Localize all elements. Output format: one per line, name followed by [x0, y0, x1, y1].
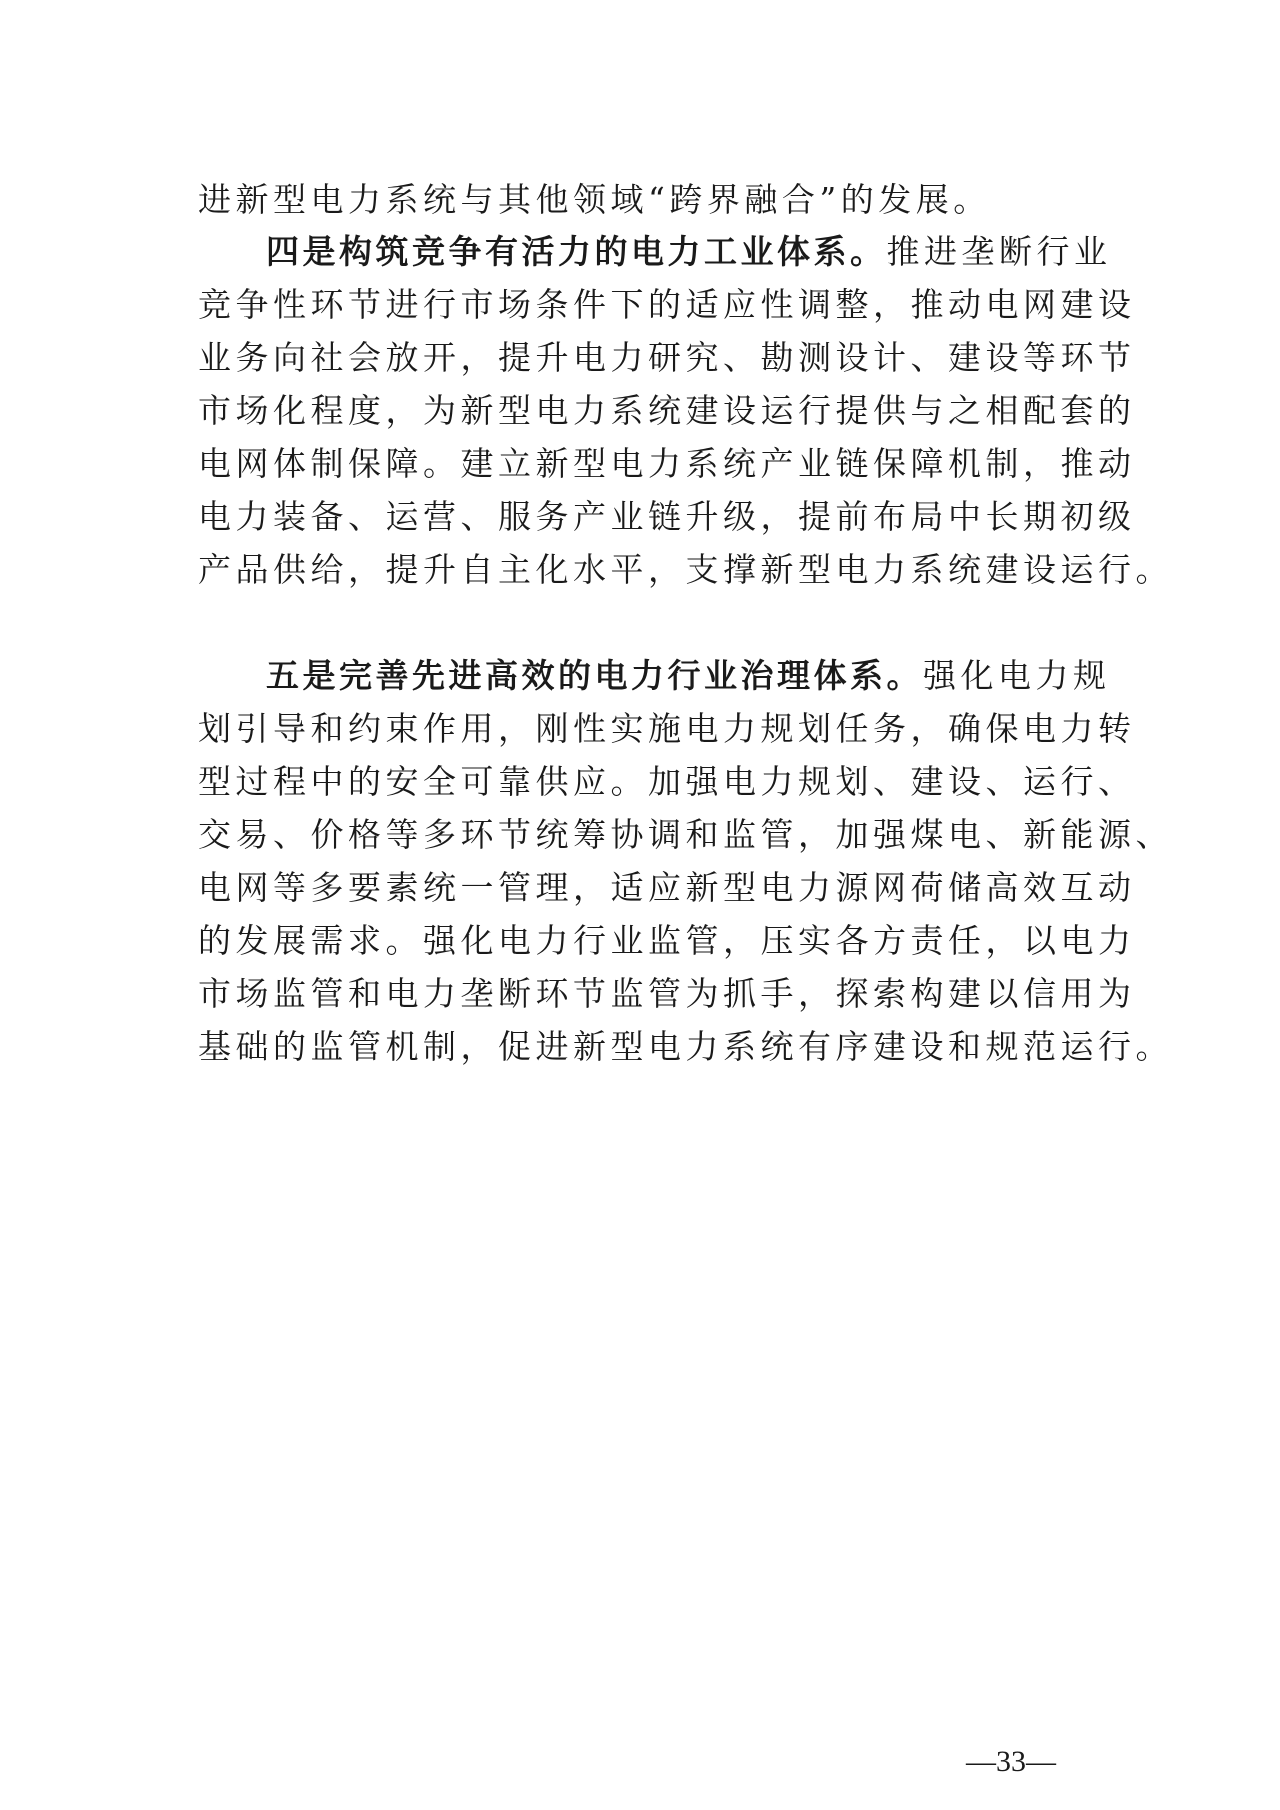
section5-line: 的发展需求。强化电力行业监管，压实各方责任，以电力 [198, 921, 1136, 960]
section5-line: 交易、价格等多环节统筹协调和监管，加强煤电、新能源、 [198, 815, 1173, 854]
section5-line: 基础的监管机制，促进新型电力系统有序建设和规范运行。 [198, 1027, 1173, 1066]
section5-line: 型过程中的安全可靠供应。加强电力规划、建设、运行、 [198, 762, 1136, 801]
section5-first-line [266, 656, 1111, 696]
section4-line: 产品供给，提升自主化水平，支撑新型电力系统建设运行。 [198, 550, 1173, 589]
section4-line: 业务向社会放开，提升电力研究、勘测设计、建设等环节 [198, 338, 1136, 377]
intro-line: 进新型电力系统与其他领域“跨界融合”的发展。 [198, 180, 991, 219]
section5-line: 市场监管和电力垄断环节监管为抓手，探索构建以信用为 [198, 974, 1136, 1013]
section5-line: 电网等多要素统一管理，适应新型电力源网荷储高效互动 [198, 868, 1136, 907]
section4-line: 电力装备、运营、服务产业链升级，提前布局中长期初级 [198, 497, 1136, 536]
page-number: —33— [966, 1745, 1056, 1778]
section4-first-line-text: 推进垄断行业 [886, 232, 1112, 271]
section4-first-line [266, 232, 1112, 272]
section4-line: 电网体制保障。建立新型电力系统产业链保障机制，推动 [198, 444, 1136, 483]
section5-heading: 五是完善先进高效的电力行业治理体系。 [266, 656, 923, 695]
section5-first-line-text: 强化电力规 [923, 656, 1111, 695]
section5-line: 划引导和约束作用，刚性实施电力规划任务，确保电力转 [198, 709, 1136, 748]
section4-line: 竞争性环节进行市场条件下的适应性调整，推动电网建设 [198, 285, 1136, 324]
section4-line: 市场化程度，为新型电力系统建设运行提供与之相配套的 [198, 391, 1136, 430]
section4-heading: 四是构筑竞争有活力的电力工业体系。 [266, 232, 887, 271]
